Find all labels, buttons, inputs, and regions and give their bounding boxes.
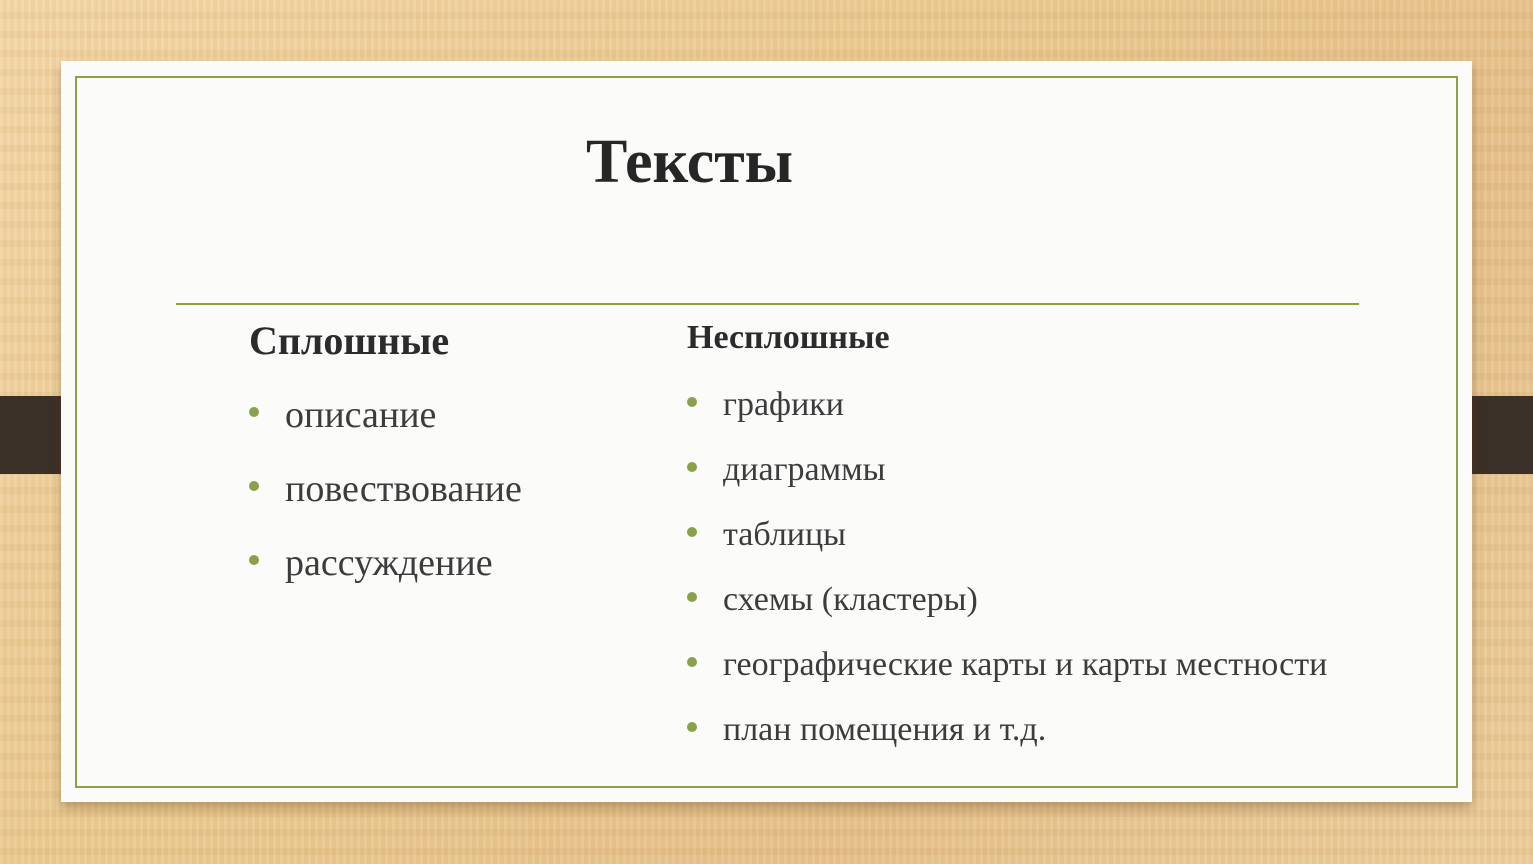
list-noncontinuous-texts	[687, 377, 1327, 767]
bullet-icon	[249, 407, 259, 417]
list-item-label: графики	[723, 386, 844, 423]
list-item-label: географические карты и карты местности	[723, 646, 1328, 683]
slide-title: Тексты	[586, 128, 794, 196]
bullet-icon	[687, 722, 697, 732]
slide-card	[61, 61, 1472, 802]
title-divider	[176, 303, 1359, 305]
list-item-label: план помещения и т.д.	[723, 711, 1047, 748]
bullet-icon	[249, 555, 259, 565]
list-item	[687, 572, 1327, 637]
bullet-icon	[249, 481, 259, 491]
bullet-icon	[687, 462, 697, 472]
list-item-label: диаграммы	[723, 451, 886, 488]
list-item	[687, 507, 1327, 572]
bullet-icon	[687, 397, 697, 407]
bullet-icon	[687, 592, 697, 602]
list-item-label: таблицы	[723, 516, 847, 553]
list-item-label: описание	[285, 394, 437, 436]
list-item	[249, 461, 522, 535]
list-item	[687, 377, 1327, 442]
bullet-icon	[687, 657, 697, 667]
column-heading-noncontinuous: Несплошные	[687, 319, 890, 356]
list-continuous-texts	[249, 387, 522, 609]
list-item-label: повествование	[285, 468, 522, 510]
list-item	[687, 442, 1327, 507]
list-item	[249, 535, 522, 609]
list-item	[249, 387, 522, 461]
list-item-label: схемы (кластеры)	[723, 581, 978, 618]
list-item	[687, 702, 1327, 767]
list-item	[687, 637, 1327, 702]
column-heading-continuous: Сплошные	[249, 318, 450, 363]
list-item-label: рассуждение	[285, 542, 493, 584]
bullet-icon	[687, 527, 697, 537]
